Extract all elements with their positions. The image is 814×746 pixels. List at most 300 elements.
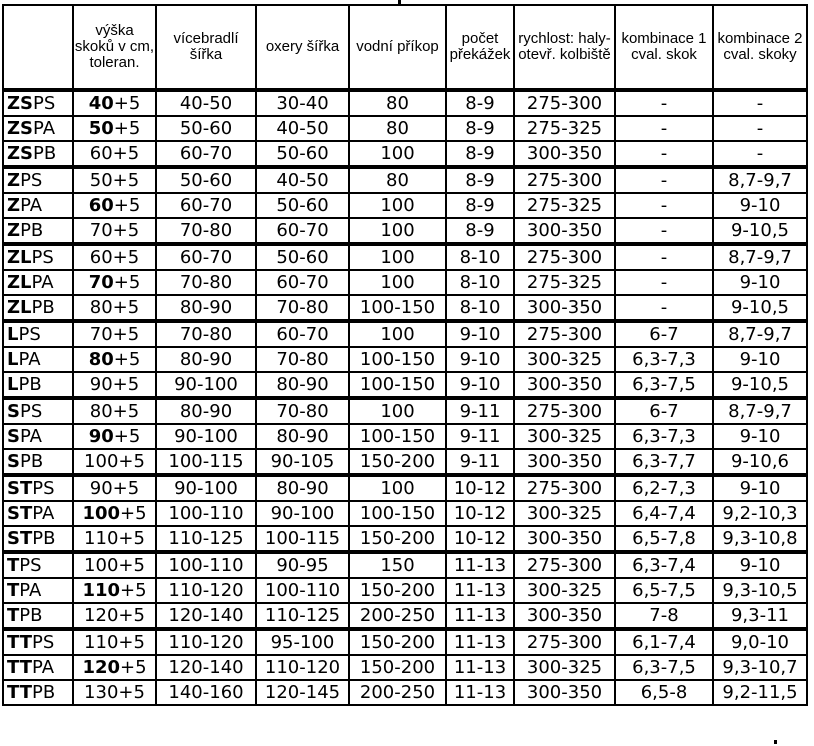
height-cell bbox=[73, 193, 156, 218]
height-cell bbox=[73, 347, 156, 372]
oxer-width-cell: 90-100 bbox=[256, 501, 349, 526]
height-value: 120 bbox=[84, 605, 119, 626]
speed-cell: 275-300 bbox=[514, 398, 615, 424]
combination-2-cell: 8,7-9,7 bbox=[713, 167, 807, 193]
water-ditch-cell: 150-200 bbox=[349, 655, 446, 680]
multi-width-cell: 80-90 bbox=[156, 295, 256, 321]
height-tolerance: +5 bbox=[112, 324, 140, 345]
level-suffix: PA bbox=[31, 657, 55, 678]
oxer-width-cell: 60-70 bbox=[256, 270, 349, 295]
level-cell bbox=[3, 655, 73, 680]
height-value: 100 bbox=[84, 451, 119, 472]
level-code: ZL bbox=[7, 272, 32, 293]
multi-width-cell: 140-160 bbox=[156, 680, 256, 705]
height-value: 80 bbox=[88, 349, 114, 370]
table-row bbox=[3, 193, 807, 218]
level-suffix: PA bbox=[31, 272, 54, 293]
height-value: 60 bbox=[89, 143, 113, 164]
multi-width-cell: 40-50 bbox=[156, 90, 256, 116]
height-value: 50 bbox=[88, 118, 114, 139]
table-row bbox=[3, 475, 807, 501]
level-code: T bbox=[7, 580, 20, 601]
height-cell bbox=[73, 526, 156, 552]
water-ditch-cell: 100-150 bbox=[349, 501, 446, 526]
multi-width-cell: 50-60 bbox=[156, 167, 256, 193]
obstacle-count-cell: 8-9 bbox=[446, 141, 514, 167]
level-code: S bbox=[7, 426, 20, 447]
combination-1-cell: - bbox=[615, 244, 713, 270]
combination-1-cell: - bbox=[615, 295, 713, 321]
header-oxer-width: oxery šířka bbox=[256, 5, 349, 90]
multi-width-cell: 60-70 bbox=[156, 193, 256, 218]
level-code: TT bbox=[7, 657, 32, 678]
height-value: 50 bbox=[89, 170, 113, 191]
level-code: TT bbox=[7, 632, 32, 653]
height-tolerance: +5 bbox=[112, 170, 140, 191]
height-tolerance: +5 bbox=[120, 580, 147, 601]
height-tolerance: +5 bbox=[112, 143, 140, 164]
obstacle-count-cell: 8-9 bbox=[446, 167, 514, 193]
obstacle-count-cell: 9-11 bbox=[446, 424, 514, 449]
multi-width-cell: 110-125 bbox=[156, 526, 256, 552]
header-obstacle-count: počet překážek bbox=[446, 5, 514, 90]
water-ditch-cell: 100-150 bbox=[349, 424, 446, 449]
level-suffix: PS bbox=[31, 247, 54, 268]
water-ditch-cell: 80 bbox=[349, 116, 446, 141]
combination-2-cell: 9,3-10,8 bbox=[713, 526, 807, 552]
level-cell bbox=[3, 218, 73, 244]
height-cell bbox=[73, 218, 156, 244]
oxer-width-cell: 70-80 bbox=[256, 398, 349, 424]
height-value: 110 bbox=[82, 580, 121, 601]
obstacle-count-cell: 11-13 bbox=[446, 603, 514, 629]
oxer-width-cell: 50-60 bbox=[256, 193, 349, 218]
height-cell bbox=[73, 655, 156, 680]
combination-2-cell: - bbox=[713, 141, 807, 167]
combination-2-cell: 8,7-9,7 bbox=[713, 321, 807, 347]
speed-cell: 275-300 bbox=[514, 321, 615, 347]
level-suffix: PA bbox=[32, 503, 55, 524]
height-tolerance: +5 bbox=[118, 632, 145, 653]
water-ditch-cell: 200-250 bbox=[349, 603, 446, 629]
level-code: ST bbox=[7, 528, 33, 549]
oxer-width-cell: 40-50 bbox=[256, 116, 349, 141]
obstacle-count-cell: 10-12 bbox=[446, 475, 514, 501]
speed-cell: 300-325 bbox=[514, 578, 615, 603]
combination-2-cell: 9-10 bbox=[713, 347, 807, 372]
height-cell bbox=[73, 372, 156, 398]
level-cell bbox=[3, 552, 73, 578]
level-cell bbox=[3, 270, 73, 295]
level-suffix: PB bbox=[33, 143, 57, 164]
oxer-width-cell: 50-60 bbox=[256, 141, 349, 167]
speed-cell: 300-325 bbox=[514, 424, 615, 449]
multi-width-cell: 50-60 bbox=[156, 116, 256, 141]
water-ditch-cell: 80 bbox=[349, 167, 446, 193]
level-cell bbox=[3, 424, 73, 449]
combination-1-cell: 6,3-7,5 bbox=[615, 372, 713, 398]
speed-cell: 300-350 bbox=[514, 603, 615, 629]
table-row bbox=[3, 347, 807, 372]
oxer-width-cell: 110-125 bbox=[256, 603, 349, 629]
height-tolerance: +5 bbox=[113, 195, 141, 216]
combination-1-cell: 6-7 bbox=[615, 398, 713, 424]
obstacle-count-cell: 10-12 bbox=[446, 526, 514, 552]
level-suffix: PS bbox=[31, 632, 55, 653]
speed-cell: 300-350 bbox=[514, 372, 615, 398]
height-cell bbox=[73, 578, 156, 603]
level-code: Z bbox=[7, 195, 21, 216]
oxer-width-cell: 80-90 bbox=[256, 475, 349, 501]
level-cell bbox=[3, 578, 73, 603]
speed-cell: 275-325 bbox=[514, 270, 615, 295]
level-suffix: PS bbox=[20, 170, 43, 191]
oxer-width-cell: 70-80 bbox=[256, 295, 349, 321]
oxer-width-cell: 110-120 bbox=[256, 655, 349, 680]
obstacle-count-cell: 9-10 bbox=[446, 372, 514, 398]
level-code: Z bbox=[7, 220, 21, 241]
combination-2-cell: 9,2-11,5 bbox=[713, 680, 807, 705]
level-suffix: PS bbox=[32, 478, 55, 499]
table-row bbox=[3, 90, 807, 116]
speed-cell: 300-325 bbox=[514, 501, 615, 526]
header-cell-empty bbox=[3, 5, 73, 90]
height-cell bbox=[73, 501, 156, 526]
level-code: L bbox=[7, 374, 19, 395]
multi-width-cell: 90-100 bbox=[156, 475, 256, 501]
level-code: T bbox=[7, 605, 20, 626]
height-value: 110 bbox=[84, 632, 119, 653]
obstacle-count-cell: 8-9 bbox=[446, 116, 514, 141]
multi-width-cell: 120-140 bbox=[156, 603, 256, 629]
water-ditch-cell: 150-200 bbox=[349, 449, 446, 475]
multi-width-cell: 90-100 bbox=[156, 372, 256, 398]
level-cell bbox=[3, 347, 73, 372]
combination-2-cell: 9,3-10,5 bbox=[713, 578, 807, 603]
height-value: 90 bbox=[88, 426, 114, 447]
combination-1-cell: - bbox=[615, 90, 713, 116]
level-cell bbox=[3, 629, 73, 655]
water-ditch-cell: 150-200 bbox=[349, 629, 446, 655]
combination-2-cell: 8,7-9,7 bbox=[713, 244, 807, 270]
multi-width-cell: 100-110 bbox=[156, 501, 256, 526]
combination-1-cell: - bbox=[615, 218, 713, 244]
level-cell bbox=[3, 116, 73, 141]
height-tolerance: +5 bbox=[118, 682, 145, 703]
obstacle-count-cell: 10-12 bbox=[446, 501, 514, 526]
multi-width-cell: 80-90 bbox=[156, 347, 256, 372]
table-row bbox=[3, 244, 807, 270]
height-tolerance: +5 bbox=[112, 297, 140, 318]
height-tolerance: +5 bbox=[118, 555, 145, 576]
bottom-edge-mark bbox=[774, 740, 777, 744]
speed-cell: 275-325 bbox=[514, 116, 615, 141]
combination-2-cell: 9,3-11 bbox=[713, 603, 807, 629]
obstacle-count-cell: 11-13 bbox=[446, 629, 514, 655]
combination-1-cell: 6,1-7,4 bbox=[615, 629, 713, 655]
height-tolerance: +5 bbox=[112, 220, 140, 241]
height-cell bbox=[73, 603, 156, 629]
level-code: L bbox=[7, 324, 19, 345]
height-cell bbox=[73, 270, 156, 295]
height-cell bbox=[73, 116, 156, 141]
oxer-width-cell: 100-110 bbox=[256, 578, 349, 603]
combination-2-cell: 9,0-10 bbox=[713, 629, 807, 655]
speed-cell: 300-350 bbox=[514, 295, 615, 321]
obstacle-count-cell: 8-9 bbox=[446, 218, 514, 244]
level-code: L bbox=[7, 349, 19, 370]
water-ditch-cell: 150 bbox=[349, 552, 446, 578]
level-cell bbox=[3, 295, 73, 321]
height-value: 70 bbox=[88, 272, 114, 293]
height-tolerance: +5 bbox=[120, 503, 147, 524]
multi-width-cell: 100-115 bbox=[156, 449, 256, 475]
table-row bbox=[3, 372, 807, 398]
combination-2-cell: 9-10 bbox=[713, 270, 807, 295]
level-cell bbox=[3, 90, 73, 116]
height-value: 130 bbox=[84, 682, 119, 703]
height-tolerance: +5 bbox=[112, 478, 140, 499]
height-value: 40 bbox=[88, 93, 114, 114]
table-wrapper bbox=[2, 4, 808, 706]
oxer-width-cell: 50-60 bbox=[256, 244, 349, 270]
obstacle-count-cell: 8-10 bbox=[446, 244, 514, 270]
level-suffix: PB bbox=[19, 451, 44, 472]
header-jump-height: výška skoků v cm, toleran. bbox=[73, 5, 156, 90]
table-row bbox=[3, 167, 807, 193]
height-value: 110 bbox=[84, 528, 119, 549]
height-cell bbox=[73, 321, 156, 347]
level-code: S bbox=[7, 401, 20, 422]
level-code: ST bbox=[7, 503, 33, 524]
height-cell bbox=[73, 552, 156, 578]
combination-2-cell: 9-10,6 bbox=[713, 449, 807, 475]
multi-width-cell: 60-70 bbox=[156, 141, 256, 167]
height-value: 60 bbox=[88, 195, 114, 216]
oxer-width-cell: 80-90 bbox=[256, 372, 349, 398]
speed-cell: 275-300 bbox=[514, 475, 615, 501]
level-suffix: PA bbox=[33, 118, 56, 139]
height-tolerance: +5 bbox=[120, 657, 147, 678]
table-row bbox=[3, 270, 807, 295]
oxer-width-cell: 90-105 bbox=[256, 449, 349, 475]
table-row bbox=[3, 603, 807, 629]
height-value: 90 bbox=[89, 478, 113, 499]
level-suffix: PB bbox=[18, 374, 42, 395]
level-suffix: PS bbox=[33, 93, 56, 114]
combination-1-cell: 7-8 bbox=[615, 603, 713, 629]
table-row bbox=[3, 398, 807, 424]
level-code: ZL bbox=[7, 297, 32, 318]
multi-width-cell: 70-80 bbox=[156, 218, 256, 244]
combination-1-cell: 6,2-7,3 bbox=[615, 475, 713, 501]
height-tolerance: +5 bbox=[118, 605, 145, 626]
table-row bbox=[3, 116, 807, 141]
level-suffix: PS bbox=[19, 555, 42, 576]
level-cell bbox=[3, 526, 73, 552]
speed-cell: 300-325 bbox=[514, 347, 615, 372]
oxer-width-cell: 80-90 bbox=[256, 424, 349, 449]
level-suffix: PS bbox=[18, 324, 41, 345]
oxer-width-cell: 40-50 bbox=[256, 167, 349, 193]
table-row bbox=[3, 629, 807, 655]
table-row bbox=[3, 295, 807, 321]
speed-cell: 300-325 bbox=[514, 655, 615, 680]
level-cell bbox=[3, 475, 73, 501]
height-value: 80 bbox=[89, 401, 113, 422]
height-cell bbox=[73, 398, 156, 424]
level-code: ST bbox=[7, 478, 33, 499]
multi-width-cell: 110-120 bbox=[156, 578, 256, 603]
header-row bbox=[3, 5, 807, 90]
level-suffix: PA bbox=[18, 349, 41, 370]
level-suffix: PS bbox=[19, 401, 43, 422]
height-cell bbox=[73, 141, 156, 167]
height-tolerance: +5 bbox=[112, 247, 140, 268]
oxer-width-cell: 95-100 bbox=[256, 629, 349, 655]
water-ditch-cell: 100 bbox=[349, 398, 446, 424]
level-code: ZL bbox=[7, 247, 32, 268]
table-row bbox=[3, 526, 807, 552]
speed-cell: 275-300 bbox=[514, 552, 615, 578]
level-suffix: PB bbox=[20, 220, 44, 241]
multi-width-cell: 70-80 bbox=[156, 270, 256, 295]
obstacle-count-cell: 8-10 bbox=[446, 295, 514, 321]
oxer-width-cell: 100-115 bbox=[256, 526, 349, 552]
oxer-width-cell: 90-95 bbox=[256, 552, 349, 578]
obstacle-count-cell: 8-10 bbox=[446, 270, 514, 295]
combination-1-cell: 6,3-7,3 bbox=[615, 347, 713, 372]
water-ditch-cell: 100-150 bbox=[349, 347, 446, 372]
water-ditch-cell: 100 bbox=[349, 141, 446, 167]
level-suffix: PB bbox=[31, 682, 56, 703]
height-tolerance: +5 bbox=[113, 426, 141, 447]
speed-cell: 275-300 bbox=[514, 629, 615, 655]
speed-cell: 275-300 bbox=[514, 244, 615, 270]
level-cell bbox=[3, 449, 73, 475]
level-cell bbox=[3, 398, 73, 424]
level-cell bbox=[3, 141, 73, 167]
level-code: ZS bbox=[7, 93, 34, 114]
level-suffix: PB bbox=[19, 605, 43, 626]
level-code: S bbox=[7, 451, 20, 472]
combination-1-cell: 6,5-7,5 bbox=[615, 578, 713, 603]
height-tolerance: +5 bbox=[113, 349, 141, 370]
combination-1-cell: 6,4-7,4 bbox=[615, 501, 713, 526]
table-row bbox=[3, 578, 807, 603]
multi-width-cell: 90-100 bbox=[156, 424, 256, 449]
combination-2-cell: 8,7-9,7 bbox=[713, 398, 807, 424]
level-code: TT bbox=[7, 682, 32, 703]
combination-1-cell: 6,3-7,7 bbox=[615, 449, 713, 475]
speed-cell: 275-325 bbox=[514, 193, 615, 218]
combination-1-cell: 6,3-7,4 bbox=[615, 552, 713, 578]
table-row bbox=[3, 449, 807, 475]
combination-2-cell: 9-10 bbox=[713, 424, 807, 449]
table-row bbox=[3, 501, 807, 526]
level-code: T bbox=[7, 555, 20, 576]
height-tolerance: +5 bbox=[113, 272, 141, 293]
water-ditch-cell: 150-200 bbox=[349, 578, 446, 603]
table-row bbox=[3, 321, 807, 347]
oxer-width-cell: 70-80 bbox=[256, 347, 349, 372]
combination-2-cell: - bbox=[713, 90, 807, 116]
combination-2-cell: 9-10,5 bbox=[713, 295, 807, 321]
speed-cell: 300-350 bbox=[514, 449, 615, 475]
height-cell bbox=[73, 475, 156, 501]
height-value: 100 bbox=[82, 503, 121, 524]
level-suffix: PA bbox=[19, 580, 42, 601]
multi-width-cell: 100-110 bbox=[156, 552, 256, 578]
header-speed: rychlost: haly-otevř. kolbiště bbox=[514, 5, 615, 90]
level-suffix: PB bbox=[32, 528, 56, 549]
combination-1-cell: - bbox=[615, 116, 713, 141]
speed-cell: 300-350 bbox=[514, 218, 615, 244]
level-code: ZS bbox=[7, 143, 34, 164]
combination-2-cell: 9,3-10,7 bbox=[713, 655, 807, 680]
level-code: ZS bbox=[7, 118, 34, 139]
oxer-width-cell: 60-70 bbox=[256, 321, 349, 347]
obstacle-count-cell: 11-13 bbox=[446, 680, 514, 705]
speed-cell: 300-350 bbox=[514, 141, 615, 167]
water-ditch-cell: 100 bbox=[349, 270, 446, 295]
combination-1-cell: 6,5-8 bbox=[615, 680, 713, 705]
height-tolerance: +5 bbox=[112, 374, 140, 395]
table-row bbox=[3, 141, 807, 167]
height-value: 80 bbox=[89, 297, 113, 318]
multi-width-cell: 120-140 bbox=[156, 655, 256, 680]
water-ditch-cell: 200-250 bbox=[349, 680, 446, 705]
height-cell bbox=[73, 90, 156, 116]
combination-1-cell: 6,3-7,3 bbox=[615, 424, 713, 449]
header-water-ditch: vodní příkop bbox=[349, 5, 446, 90]
height-value: 70 bbox=[89, 220, 113, 241]
obstacle-count-cell: 8-9 bbox=[446, 90, 514, 116]
header-oxer-multi-width: vícebradlí šířka bbox=[156, 5, 256, 90]
level-cell bbox=[3, 501, 73, 526]
water-ditch-cell: 100-150 bbox=[349, 295, 446, 321]
level-cell bbox=[3, 603, 73, 629]
oxer-width-cell: 30-40 bbox=[256, 90, 349, 116]
level-code: Z bbox=[7, 170, 21, 191]
obstacle-count-cell: 9-11 bbox=[446, 398, 514, 424]
combination-2-cell: 9-10 bbox=[713, 552, 807, 578]
level-cell bbox=[3, 321, 73, 347]
water-ditch-cell: 100-150 bbox=[349, 372, 446, 398]
level-cell bbox=[3, 193, 73, 218]
oxer-width-cell: 120-145 bbox=[256, 680, 349, 705]
height-cell bbox=[73, 244, 156, 270]
water-ditch-cell: 100 bbox=[349, 475, 446, 501]
height-value: 90 bbox=[89, 374, 113, 395]
multi-width-cell: 70-80 bbox=[156, 321, 256, 347]
combination-2-cell: 9-10,5 bbox=[713, 218, 807, 244]
water-ditch-cell: 80 bbox=[349, 90, 446, 116]
combination-1-cell: 6,5-7,8 bbox=[615, 526, 713, 552]
oxer-width-cell: 60-70 bbox=[256, 218, 349, 244]
combination-2-cell: - bbox=[713, 116, 807, 141]
speed-cell: 275-300 bbox=[514, 90, 615, 116]
level-cell bbox=[3, 244, 73, 270]
height-tolerance: +5 bbox=[113, 118, 141, 139]
height-value: 120 bbox=[82, 657, 121, 678]
multi-width-cell: 80-90 bbox=[156, 398, 256, 424]
combination-1-cell: 6-7 bbox=[615, 321, 713, 347]
height-cell bbox=[73, 167, 156, 193]
level-cell bbox=[3, 372, 73, 398]
combination-2-cell: 9-10,5 bbox=[713, 372, 807, 398]
level-cell bbox=[3, 680, 73, 705]
